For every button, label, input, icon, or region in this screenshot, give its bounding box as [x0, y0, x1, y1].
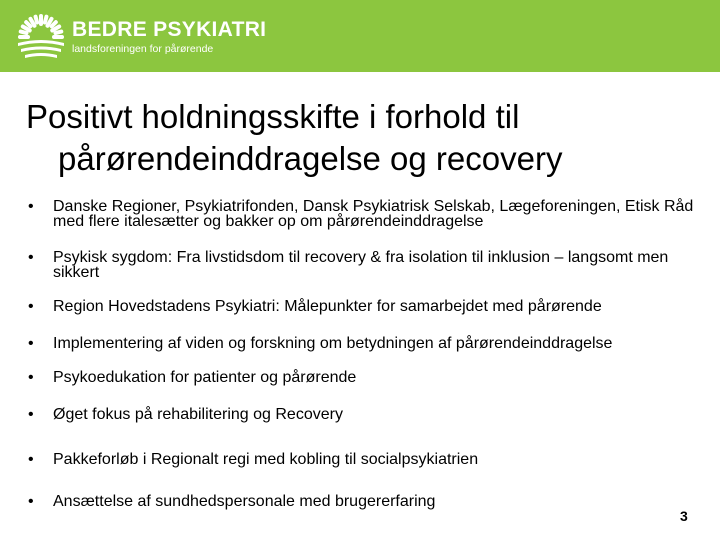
bullet-dot: • — [28, 493, 34, 510]
bullet-text: Ansættelse af sundhedspersonale med brugererfaring — [53, 493, 436, 510]
bullet-text: Psykisk sygdom: Fra livstidsdom til recovery & fra isolation til inklusion – langsomt men sikkert — [53, 249, 669, 281]
bullet-dot: • — [28, 298, 34, 315]
bullet-dot: • — [28, 369, 34, 386]
bullet-dot: • — [28, 249, 34, 266]
bullet-dot: • — [28, 198, 34, 215]
bullet-text: Region Hovedstadens Psykiatri: Målepunkter for samarbejdet med pårørende — [53, 298, 602, 315]
bullet-dot: • — [28, 335, 34, 352]
page-number: 3 — [680, 508, 688, 524]
logo-name: BEDRE PSYKIATRI — [72, 18, 267, 41]
bullet-text: Implementering af viden og forskning om betydningen af pårørendeinddragelse — [53, 335, 613, 352]
bullet-text: Pakkeforløb i Regionalt regi med kobling til socialpsykiatrien — [53, 451, 479, 468]
slide-title-line-2: pårørendeinddragelse og recovery — [58, 140, 563, 177]
bullet-text: Psykoedukation for patienter og pårørende — [53, 369, 357, 386]
bullet-text: Danske Regioner, Psykiatrifonden, Dansk Psykiatrisk Selskab, Lægeforeningen, Etisk Råd med flere italesætter og bakker op om pårørendeinddragelse — [53, 198, 694, 230]
bullet-text: Øget fokus på rehabilitering og Recovery — [53, 406, 343, 423]
bullet-dot: • — [28, 451, 34, 468]
bullet-dot: • — [28, 406, 34, 423]
slide-title-line-1: Positivt holdningsskifte i forhold til — [26, 98, 520, 135]
logo-tagline: landsforeningen for pårørende — [72, 43, 214, 55]
